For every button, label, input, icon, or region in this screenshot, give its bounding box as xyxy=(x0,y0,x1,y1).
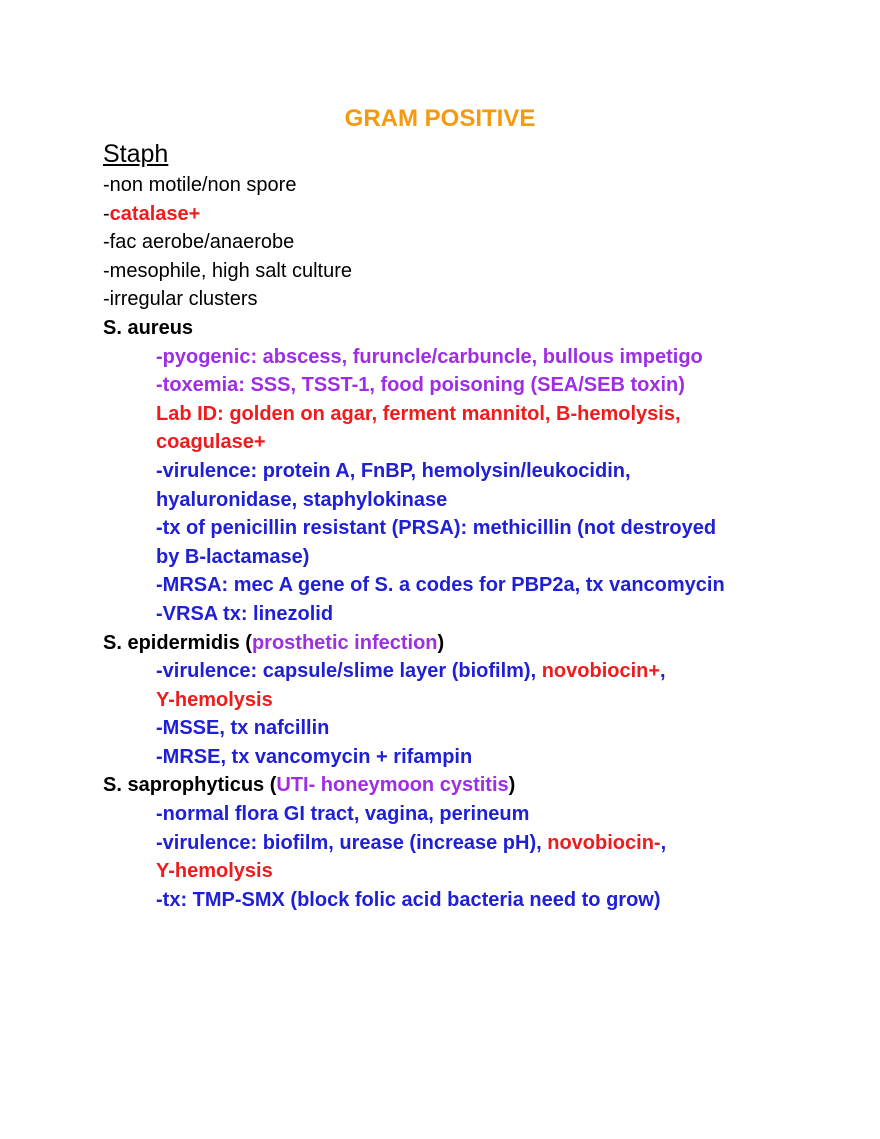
catalase-dash: - xyxy=(103,202,110,225)
aureus-tx-cont: by B-lactamase) xyxy=(156,545,310,568)
saprophyticus-name: S. saprophyticus xyxy=(103,774,265,797)
species-heading-aureus: S. aureus xyxy=(103,316,194,339)
aureus-mrsa: -MRSA: mec A gene of S. a codes for PBP2a, tx vancomycin xyxy=(156,574,725,597)
aureus-lab-id-cont: coagulase+ xyxy=(156,431,266,454)
epidermidis-virulence-line xyxy=(103,657,823,686)
line-non-motile: -non motile/non spore xyxy=(103,174,297,196)
line-fac-aerobe: -fac aerobe/anaerobe xyxy=(103,231,295,254)
saprophyticus-note: UTI- honeymoon cystitis xyxy=(276,774,509,797)
epidermidis-paren-open: ( xyxy=(239,631,252,654)
species-heading-epidermidis xyxy=(103,629,823,658)
saprophyticus-tx: -tx: TMP-SMX (block folic acid bacteria need to grow) xyxy=(156,888,661,911)
line-catalase xyxy=(103,200,823,229)
aureus-lab-id: Lab ID: golden on agar, ferment mannitol, B-hemolysis, xyxy=(156,402,681,425)
epidermidis-hemolysis: Y-hemolysis xyxy=(156,688,273,711)
aureus-pyogenic: -pyogenic: abscess, furuncle/carbuncle, bullous impetigo xyxy=(156,345,703,368)
saprophyticus-hemolysis: Y-hemolysis xyxy=(156,860,273,883)
notes-body xyxy=(103,171,823,914)
catalase-text: catalase+ xyxy=(109,202,201,225)
epidermidis-msse: -MSSE, tx nafcillin xyxy=(156,717,330,740)
saprophyticus-novobiocin: novobiocin- xyxy=(547,831,661,854)
aureus-virulence-cont: hyaluronidase, staphylokinase xyxy=(156,488,448,511)
aureus-toxemia: -toxemia: SSS, TSST-1, food poisoning (SEA/SEB toxin) xyxy=(156,374,685,397)
aureus-tx: -tx of penicillin resistant (PRSA): methicillin (not destroyed xyxy=(156,517,717,540)
saprophyticus-virulence-line xyxy=(103,829,823,858)
page-title: GRAM POSITIVE xyxy=(344,105,536,132)
epidermidis-name: S. epidermidis xyxy=(103,631,240,654)
saprophyticus-flora: -normal flora GI tract, vagina, perineum xyxy=(156,803,530,826)
saprophyticus-comma: , xyxy=(660,831,667,854)
epidermidis-mrse: -MRSE, tx vancomycin + rifampin xyxy=(156,745,473,768)
epidermidis-novobiocin: novobiocin+ xyxy=(541,660,661,683)
species-heading-saprophyticus xyxy=(103,771,823,800)
line-clusters: -irregular clusters xyxy=(103,288,258,311)
epidermidis-paren-close: ) xyxy=(437,631,445,654)
saprophyticus-paren-close: ) xyxy=(508,774,516,797)
saprophyticus-virulence: -virulence: biofilm, urease (increase pH), xyxy=(156,831,542,854)
epidermidis-virulence: -virulence: capsule/slime layer (biofilm), xyxy=(156,660,537,683)
section-heading-staph: Staph xyxy=(103,140,169,168)
epidermidis-comma: , xyxy=(660,660,666,683)
aureus-vrsa: -VRSA tx: linezolid xyxy=(156,602,334,625)
saprophyticus-paren-open: ( xyxy=(264,774,277,797)
aureus-virulence: -virulence: protein A, FnBP, hemolysin/leukocidin, xyxy=(156,459,631,482)
line-mesophile: -mesophile, high salt culture xyxy=(103,259,353,282)
epidermidis-note: prosthetic infection xyxy=(251,631,438,654)
